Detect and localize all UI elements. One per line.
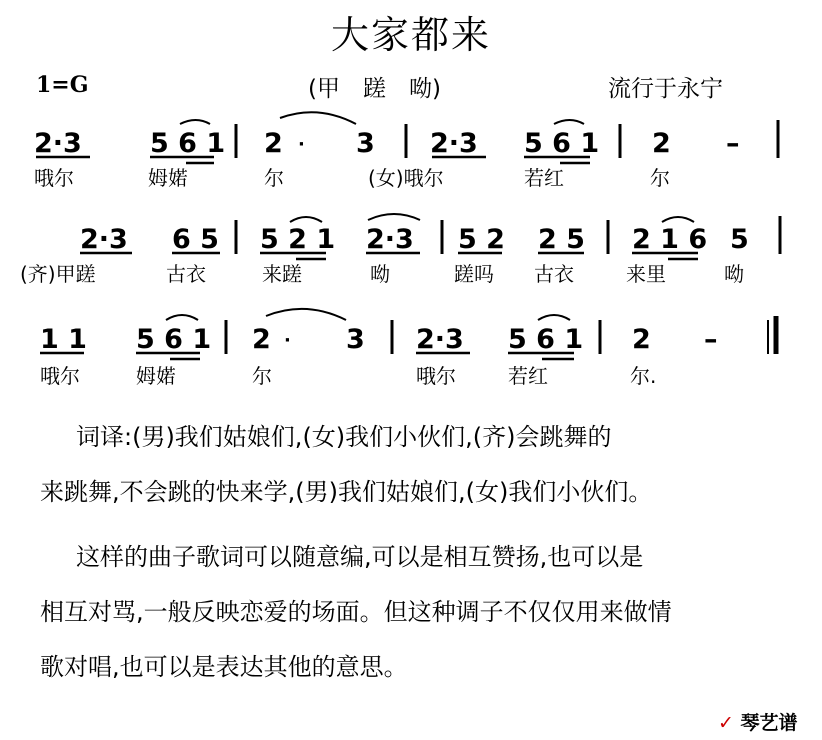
song-origin: 流行于永宁 <box>608 76 723 102</box>
lyric: 来蹉 <box>262 262 302 286</box>
note-dot: · <box>298 134 305 155</box>
score-row-3 <box>40 309 776 388</box>
lyric: 哦尔 <box>40 364 80 388</box>
tie <box>266 309 346 320</box>
note-group: 2 1 6 <box>632 224 708 255</box>
lyric: 蹉吗 <box>454 262 494 286</box>
key-signature: 1=G <box>36 72 89 98</box>
note-group: 5 <box>730 224 749 255</box>
slur <box>554 120 584 124</box>
note-group: 5 2 1 <box>260 224 336 255</box>
note-group: 2·3 <box>416 324 464 355</box>
lyric: 尔 <box>252 364 272 388</box>
note-group: 3 <box>346 324 365 355</box>
lyric: 姆婼 <box>136 364 176 388</box>
note-group: 2 <box>252 324 271 355</box>
tie <box>280 112 356 124</box>
lyric: 呦 <box>370 262 390 286</box>
note-group: 2 <box>632 324 651 355</box>
translation-line-1: 词译:(男)我们姑娘们,(女)我们小伙们,(齐)会跳舞的 <box>76 423 612 451</box>
note-group: 1 1 <box>40 324 87 355</box>
note-paragraph-line-3: 歌对唱,也可以是表达其他的意思。 <box>40 653 408 681</box>
lyric: 若红 <box>508 364 548 388</box>
note-group: 6 5 <box>172 224 219 255</box>
lyric: 古衣 <box>534 262 574 286</box>
note-group: 2·3 <box>366 224 414 255</box>
note-group: 5 6 1 <box>524 128 600 159</box>
lyric: 姆婼 <box>148 166 188 190</box>
logo-text: 琴艺谱 <box>740 712 798 734</box>
slur <box>538 315 570 320</box>
lyric: 若红 <box>524 166 564 190</box>
note-paragraph-line-2: 相互对骂,一般反映恋爱的场面。但这种调子不仅仅用来做情 <box>40 598 672 626</box>
note-group: 2 <box>652 128 671 159</box>
lyric: 呦 <box>724 262 744 286</box>
song-subtitle: (甲 蹉 呦) <box>308 76 441 102</box>
lyric: 古衣 <box>166 262 206 286</box>
note-group: 2·3 <box>80 224 128 255</box>
lyric: 尔 <box>650 166 670 190</box>
slur <box>662 217 694 222</box>
slur <box>368 214 420 220</box>
note-group: 5 6 1 <box>136 324 212 355</box>
note-group: 5 6 1 <box>508 324 584 355</box>
note-dot: · <box>284 330 291 351</box>
note-group: 2 <box>264 128 283 159</box>
lyric: 哦尔 <box>416 364 456 388</box>
note-paragraph-line-1: 这样的曲子歌词可以随意编,可以是相互赞扬,也可以是 <box>76 543 644 571</box>
note-group: – <box>704 324 718 355</box>
note-group: 2·3 <box>430 128 478 159</box>
slur <box>166 315 198 320</box>
slur <box>290 217 322 222</box>
song-title: 大家都来 <box>330 13 491 57</box>
lyric: 尔. <box>630 364 657 388</box>
note-group: 5 2 <box>458 224 505 255</box>
lyric: (齐)甲蹉 <box>20 262 96 286</box>
score-row-1 <box>34 112 778 190</box>
note-group: – <box>726 128 740 159</box>
slur <box>180 120 210 124</box>
note-group: 5 6 1 <box>150 128 226 159</box>
lyric: 来里 <box>626 262 666 286</box>
note-group: 2 5 <box>538 224 585 255</box>
note-group: 3 <box>356 128 375 159</box>
lyric: 尔 <box>264 166 284 190</box>
logo-mark-icon: ✓ <box>718 712 734 734</box>
site-logo <box>718 708 798 735</box>
translation-line-2: 来跳舞,不会跳的快来学,(男)我们姑娘们,(女)我们小伙们。 <box>40 478 653 506</box>
lyric: (女)哦尔 <box>368 166 444 190</box>
score-row-2 <box>20 214 780 286</box>
lyric: 哦尔 <box>34 166 74 190</box>
note-group: 2·3 <box>34 128 82 159</box>
